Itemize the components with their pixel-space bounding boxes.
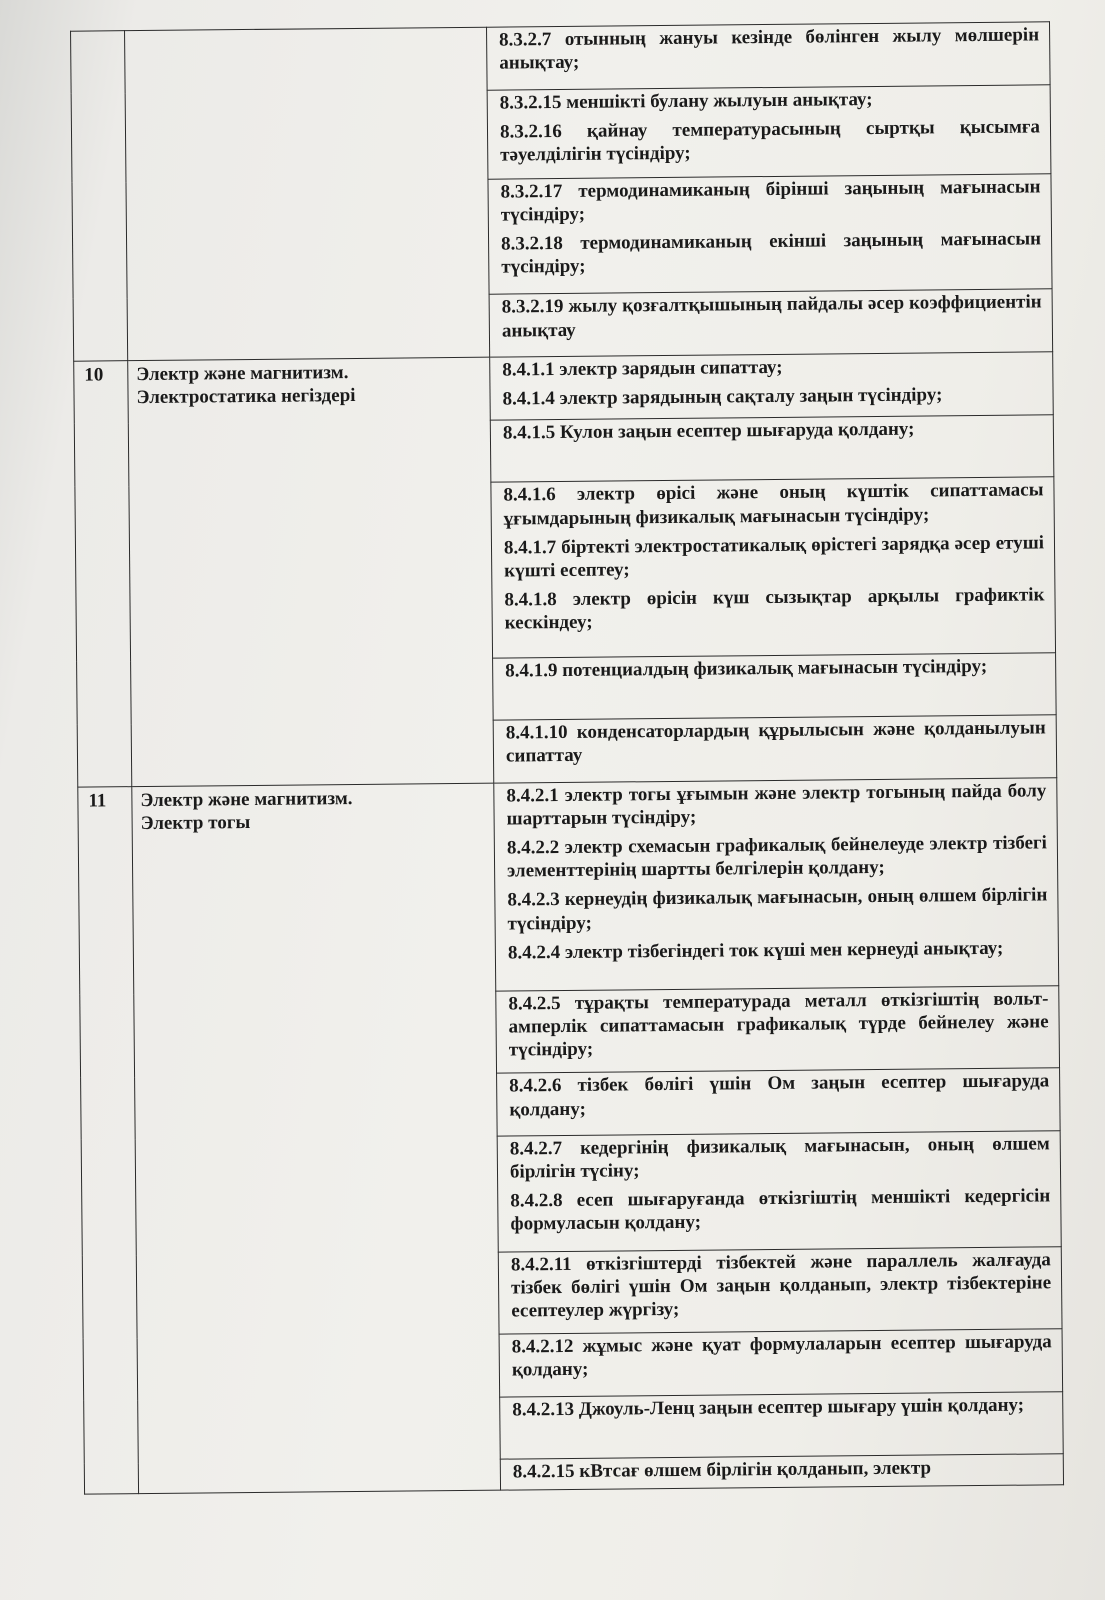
learning-objective: 8.4.2.5 тұрақты температурада металл өткізгіштің вольт-амперлік сипаттамасын графикалық түрде бейнелеу және түсіндіру;	[508, 988, 1049, 1061]
table-body	[71, 22, 1064, 1494]
table-row	[78, 777, 1059, 995]
section-topic-cell	[128, 357, 494, 786]
section-number-cell	[74, 361, 132, 787]
table-row	[71, 22, 1051, 94]
objective-cell	[487, 22, 1051, 90]
objective-cell	[493, 652, 1057, 720]
learning-objective: 8.4.1.7 біртекті электростатикалық өрістегі зарядқа әсер етуші күшті есептеу;	[503, 532, 1045, 582]
section-number-cell	[78, 786, 139, 1494]
objective-cell	[489, 289, 1053, 357]
learning-objective: 8.4.1.10 конденсаторлардың құрылысын және қолданылуын сипаттау	[505, 717, 1046, 767]
objective-cell	[500, 1391, 1064, 1459]
learning-objective: 8.3.2.18 термодинамиканың екінші заңының мағынасын түсіндіру;	[500, 228, 1042, 278]
learning-objective: 8.3.2.15 меншікті булану жылуын анықтау;	[499, 88, 873, 114]
learning-objective: 8.4.1.6 электр өрісі және оның күштік сипаттамасы ұғымдарының физикалық мағынасын түсіндіру;	[503, 479, 1044, 530]
learning-objective: 8.4.1.1 электр зарядын сипаттау;	[502, 356, 783, 381]
learning-objective: 8.4.2.1 электр тогы ұғымын және электр тогының пайда болу шарттарын түсіндіру;	[506, 780, 1047, 830]
objective-cell	[497, 1131, 1061, 1252]
learning-objective: 8.4.1.9 потенциалдың физикалық мағынасын түсіндіру;	[505, 655, 988, 682]
section-topic-cell	[125, 27, 490, 360]
learning-objective: 8.4.2.12 жұмыс және қуат формулаларын есептер шығаруда қолдану;	[511, 1331, 1052, 1381]
learning-objective: 8.4.2.15 кВтсағ өлшем бірлігін қолданып, электр	[512, 1457, 932, 1483]
objective-cell	[490, 352, 1054, 420]
learning-objective: 8.4.1.4 электр зарядының сақталу заңын түсіндіру;	[502, 384, 943, 410]
learning-objective: 8.4.1.8 электр өрісін күш сызықтар арқылы графиктік кескіндеу;	[504, 584, 1045, 634]
objective-cell	[497, 1068, 1061, 1136]
objective-cell	[500, 1454, 1063, 1490]
objective-cell	[499, 1329, 1063, 1397]
objective-cell	[494, 777, 1059, 991]
objective-cell	[487, 84, 1051, 179]
learning-objective: 8.3.2.7 отынның жануы кезінде бөлінген жылу мөлшерін анықтау;	[499, 24, 1040, 74]
section-topic-line: Электр және магнитизм.	[136, 362, 349, 386]
section-topic-line: Электр және магнитизм.	[140, 787, 353, 811]
learning-objective: 8.3.2.19 жылу қозғалтқышының пайдалы әсер коэффициентін анықтау	[501, 291, 1042, 342]
section-topic-line: Электр тогы	[140, 811, 251, 834]
learning-objective: 8.4.2.8 есеп шығаруғанда өткізгіштің меншікті кедергісін формуласын қолдану;	[510, 1185, 1051, 1235]
learning-objective: 8.4.2.3 кернеудің физикалық мағынасын, оның өлшем бірлігін түсіндіру;	[507, 884, 1048, 935]
learning-objective: 8.4.2.13 Джоуль-Ленц заңын есептер шығару үшін қолдану;	[512, 1394, 1025, 1421]
learning-objective: 8.4.1.5 Кулон заңын есептер шығаруда қолдану;	[502, 418, 915, 444]
section-number-cell	[71, 31, 128, 361]
learning-objective: 8.4.2.11 өткізгіштерді тізбектей және параллель жалғауда тізбек бөлігі үшін Ом заңын қолданып, электр тізбектеріне есептеулер жүргізу;	[510, 1248, 1052, 1322]
table-row	[74, 352, 1054, 424]
section-topic-line: Электростатика негіздері	[136, 385, 356, 409]
learning-objective: 8.4.2.4 электр тізбегіндегі ток күші мен кернеуді анықтау;	[507, 937, 1004, 964]
objective-cell	[493, 715, 1057, 783]
learning-objective: 8.3.2.17 термодинамиканың бірінші заңының мағынасын түсіндіру;	[500, 176, 1041, 226]
section-number: 11	[88, 790, 107, 812]
objective-cell	[498, 1246, 1062, 1334]
learning-objective: 8.4.2.6 тізбек бөлігі үшін Ом заңын есептер шығаруда қолдану;	[509, 1070, 1050, 1121]
objective-cell	[491, 477, 1056, 658]
objective-cell	[496, 986, 1060, 1074]
objective-cell	[488, 174, 1052, 295]
curriculum-table	[70, 21, 1064, 1494]
learning-objective: 8.3.2.16 қайнау температурасының сыртқы қысымға тәуелділігін түсіндіру;	[499, 116, 1041, 166]
learning-objective: 8.4.2.2 электр схемасын графикалық бейнелеуде электр тізбегі элементтерінің шартты белгілерін қолдану;	[506, 832, 1047, 882]
objective-cell	[490, 415, 1054, 483]
section-topic-cell	[132, 783, 501, 1494]
section-number: 10	[84, 364, 104, 386]
learning-objective: 8.4.2.7 кедергінің физикалық мағынасын, оның өлшем бірлігін түсіну;	[509, 1133, 1050, 1183]
